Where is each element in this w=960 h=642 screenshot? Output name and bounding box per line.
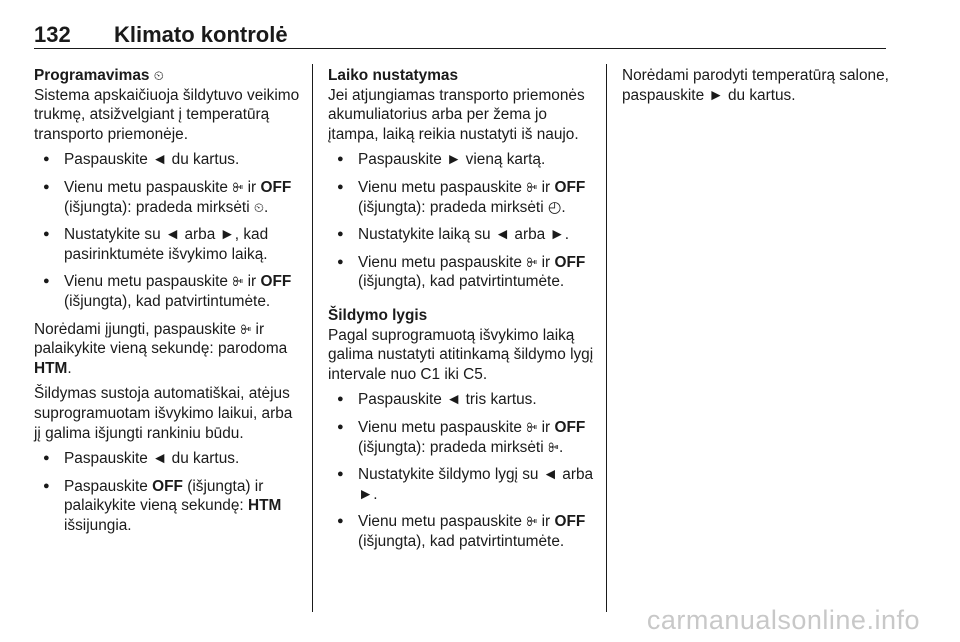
- column-1: [34, 66, 300, 543]
- arrow-right-icon: ►: [446, 151, 462, 169]
- heat-icon: ꔻ: [526, 514, 538, 530]
- page-number: 132: [34, 22, 71, 47]
- section-heading: Šildymo lygis: [328, 306, 428, 324]
- list-item: ● Paspauskite ◄ du kartus.: [34, 150, 300, 170]
- paragraph: Norėdami įjungti, paspauskite ꔻ ir palaikykite vieną sekundę: parodoma HTM.: [34, 320, 288, 377]
- list-item: ● Paspauskite ◄ tris kartus.: [328, 390, 598, 410]
- bullet-list: [328, 390, 598, 551]
- arrow-left-icon: ◄: [152, 450, 168, 468]
- list-item: ● Paspauskite OFF (išjungta) ir palaikykite vieną sekundę: HTM išsijungia.: [34, 477, 300, 536]
- watermark: carmanualsonline.info: [646, 605, 920, 635]
- page-title: Klimato kontrolė: [114, 22, 288, 47]
- section-heading: Laiko nustatymas: [328, 67, 459, 84]
- heat-icon: ꔻ: [232, 179, 244, 195]
- arrow-right-icon: ►: [708, 86, 724, 104]
- arrow-right-icon: ►: [549, 226, 565, 244]
- column-2: [328, 66, 598, 559]
- list-item: ● Paspauskite ◄ du kartus.: [34, 449, 300, 469]
- column-divider: [606, 64, 607, 612]
- heat-icon: ꔻ: [547, 439, 559, 455]
- arrow-left-icon: ◄: [494, 226, 511, 244]
- timer-icon: ⏲: [253, 199, 265, 215]
- timer-icon: ⏲: [153, 68, 164, 83]
- paragraph: Norėdami parodyti temperatūrą salone, paspauskite ► du kartus.: [622, 67, 889, 104]
- column-divider: [312, 64, 313, 612]
- list-item: ● Vienu metu paspauskite ꔻ ir OFF (išjungta), kad patvirtintumėte.: [328, 512, 598, 551]
- list-item: ● Nustatykite su ◄ arba ►, kad pasirinktumėte išvykimo laiką.: [34, 225, 300, 264]
- page-header: [34, 22, 886, 49]
- heat-icon: ꔻ: [526, 419, 538, 435]
- heat-icon: ꔻ: [232, 274, 244, 290]
- arrow-right-icon: ►: [358, 485, 374, 503]
- list-item: ● Vienu metu paspauskite ꔻ ir OFF (išjungta), kad patvirtintumėte.: [34, 272, 300, 311]
- heat-icon: ꔻ: [526, 254, 538, 270]
- list-item: ● Vienu metu paspauskite ꔻ ir OFF (išjungta), kad patvirtintumėte.: [328, 253, 598, 292]
- bullet-list: [34, 150, 300, 311]
- arrow-right-icon: ►: [219, 226, 235, 244]
- arrow-left-icon: ◄: [542, 466, 558, 484]
- list-item: ● Vienu metu paspauskite ꔻ ir OFF (išjungta): pradeda mirksėti ⏲.: [34, 178, 300, 217]
- arrow-left-icon: ◄: [446, 391, 462, 409]
- heat-icon: ꔻ: [240, 321, 252, 337]
- column-3: [622, 66, 892, 111]
- bullet-list: [34, 449, 300, 535]
- list-item: ● Vienu metu paspauskite ꔻ ir OFF (išjungta): pradeda mirksėti ꔻ.: [328, 418, 598, 457]
- list-item: ● Vienu metu paspauskite ꔻ ir OFF (išjungta): pradeda mirksėti ◴.: [328, 178, 598, 217]
- paragraph: Pagal suprogramuotą išvykimo laiką galima nustatyti atitinkamą šildymo lygį intervale nuo C1 iki C5.: [328, 326, 594, 383]
- list-item: ● Nustatykite laiką su ◄ arba ►.: [328, 225, 598, 245]
- arrow-left-icon: ◄: [164, 226, 181, 244]
- arrow-left-icon: ◄: [152, 151, 168, 169]
- list-item: ● Paspauskite ► vieną kartą.: [328, 150, 598, 170]
- list-item: ● Nustatykite šildymo lygį su ◄ arba ►.: [328, 465, 598, 504]
- clock-icon: ◴: [547, 198, 562, 216]
- section-heading: Programavimas ⏲: [34, 67, 164, 84]
- heat-icon: ꔻ: [526, 179, 538, 195]
- bullet-list: [328, 150, 598, 292]
- paragraph: Šildymas sustoja automatiškai, atėjus suprogramuotam išvykimo laikui, arba jį galima išjungti rankiniu būdu.: [34, 385, 293, 442]
- paragraph: Jei atjungiamas transporto priemonės akumuliatorius arba per žema jo įtampa, laiką reikia nustatyti iš naujo.: [328, 86, 585, 143]
- paragraph: Sistema apskaičiuoja šildytuvo veikimo trukmę, atsižvelgiant į temperatūrą transporto priemonėje.: [34, 86, 300, 143]
